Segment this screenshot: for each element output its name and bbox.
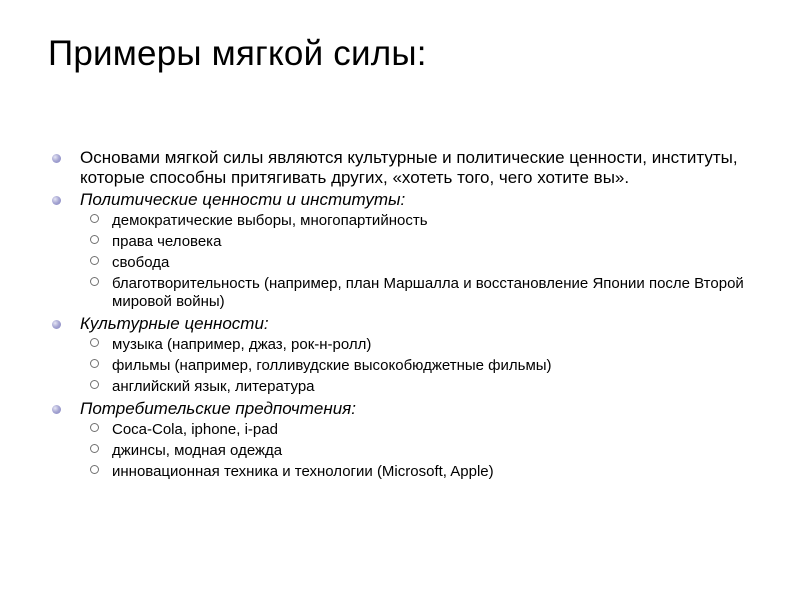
section-heading [50,190,780,210]
bullet-ring-icon [90,423,99,432]
section-consumer [50,399,780,481]
list-item [50,463,780,481]
bullet-dot-icon [52,196,61,205]
bullet-ring-icon [90,359,99,368]
section-heading-text: Потребительские предпочтения: [80,399,356,418]
list-item-text: демократические выборы, многопартийность [112,212,428,229]
list-item [50,357,780,375]
section-heading [50,314,780,334]
bullet-intro [50,148,780,188]
list-item-text: благотворительность (например, план Маршалла и восстановление Японии после Второй мировой войны) [112,275,744,310]
list-item [50,442,780,460]
bullet-ring-icon [90,444,99,453]
slide-title: Примеры мягкой силы: [48,34,427,73]
list-item-text: музыка (например, джаз, рок-н-ролл) [112,336,372,353]
bullet-ring-icon [90,465,99,474]
section-heading [50,399,780,419]
list-item-text: фильмы (например, голливудские высокобюджетные фильмы) [112,357,552,374]
list-item [50,233,780,251]
section-heading-text: Политические ценности и институты: [80,190,406,209]
bullet-ring-icon [90,214,99,223]
list-item [50,378,780,396]
intro-text: Основами мягкой силы являются культурные и политические ценности, институты, которые способны притягивать других, «хотеть того, чего хотите вы». [80,148,738,187]
section-political [50,190,780,311]
list-item [50,421,780,439]
bullet-dot-icon [52,320,61,329]
list-item-text: инновационная техника и технологии (Microsoft, Apple) [112,463,494,480]
list-item-text: джинсы, модная одежда [112,442,283,459]
list-item-text: права человека [112,233,222,250]
list-item [50,336,780,354]
list-item [50,254,780,272]
bullet-ring-icon [90,380,99,389]
list-item-text: Coca-Cola, iphone, i-pad [112,421,278,438]
list-item [50,275,780,311]
bullet-ring-icon [90,235,99,244]
section-heading-text: Культурные ценности: [80,314,269,333]
bullet-dot-icon [52,154,61,163]
slide-content [50,148,780,484]
bullet-ring-icon [90,338,99,347]
bullet-dot-icon [52,405,61,414]
bullet-ring-icon [90,256,99,265]
list-item-text: английский язык, литература [112,378,315,395]
section-cultural [50,314,780,396]
bullet-ring-icon [90,277,99,286]
list-item [50,212,780,230]
list-item-text: свобода [112,254,170,271]
